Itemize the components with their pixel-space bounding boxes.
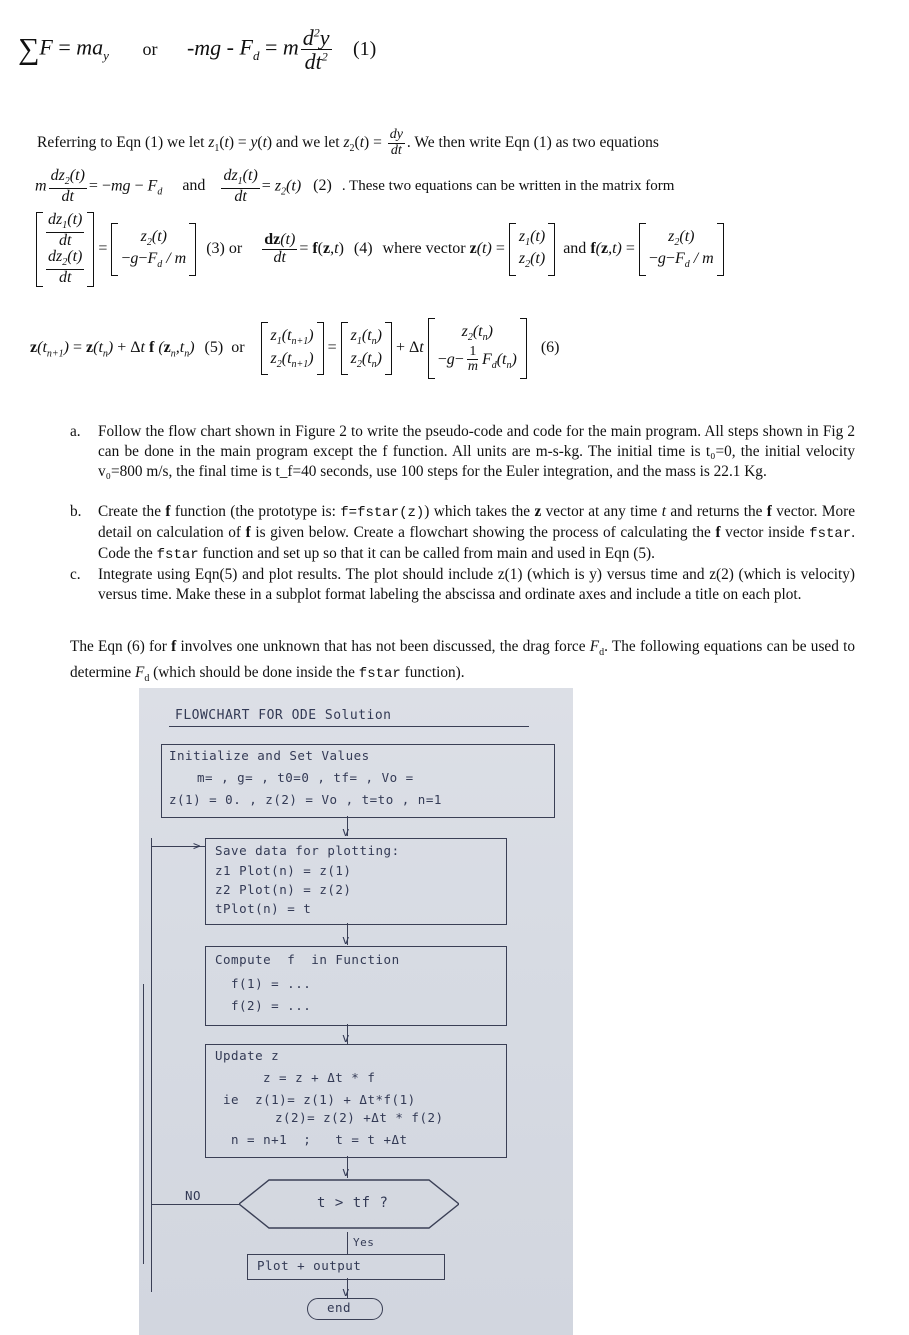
list-item-b [70,502,855,565]
or-word-3: or [231,339,245,357]
text-span: F [589,638,600,655]
save-box-line2: z1 Plot(n) = z(1) [215,863,352,878]
text-span: . The following equations can be used to determine [70,638,855,682]
text-span: d [599,647,605,659]
text-span: (which should be done inside the [149,664,359,682]
eq2-label: (2) [313,177,332,195]
no-label: NO [185,1188,202,1203]
save-box-line3: z2 Plot(n) = z(2) [215,882,352,897]
loop-line-outer [143,984,144,1264]
compute-box-line3: f(2) = ... [231,998,312,1013]
flowchart-title: FLOWCHART FOR ODE Solution [175,708,392,723]
text-span: f [715,524,721,541]
compute-box-line1: Compute f in Function [215,952,400,967]
flowchart-photo [139,688,573,1335]
decision-text: t > tf ? [317,1195,389,1211]
eq1-label: (1) [353,37,377,60]
list-label-b: b. [70,503,82,520]
or-word: or [142,38,158,59]
para1-matrix: . These two equations can be written in the matrix form [341,178,675,195]
list-label-a: a. [70,423,81,440]
text-span: is given below. Create a flowchart showing the process of calculating the [250,524,716,541]
init-box-line3: z(1) = 0. , z(2) = Vo , t=to , n=1 [169,792,442,807]
equation-3-4: $\frac{dz_1(t)}{dt}$ $\frac{dz_2(t)}{dt}$ = $z_2(t)$ $-g-F_d / m$ (3) or $\frac{dz(t)}{dt}$ = f(z,t) (4) where vector z(t) = $z_1(t)$ $z_2(t)$ and f(z,t) = $z_2(t)$ $-g-F_d / m$ [36,212,724,287]
code-span: fstar [358,666,401,683]
text-span: ) which takes the [424,503,535,520]
eq4-label: (4) [353,240,373,258]
para1-start: Referring to Eqn (1) we let [37,133,205,151]
update-box-line4: z(2)= z(2) +Δt * f(2) [275,1110,444,1125]
text-span: f [245,524,251,541]
text-span: z [534,503,542,520]
text-span: F [134,664,145,682]
text-span: function and set up so that it can be called from main and used in Eqn (5). [198,545,655,562]
save-box-line4: tPlot(n) = t [215,901,312,916]
yes-label: Yes [353,1236,375,1249]
arrowhead-1: v [342,824,351,839]
init-box-line1: Initialize and Set Values [169,748,370,763]
text-span: function (the prototype is: [170,503,341,520]
para1-line: Referring to Eqn (1) we let $z_1(t) = y(t)$ and we let $z_2(t)$ = $\frac{dy}{dt}$ . We then write Eqn (1) as two equations [37,127,659,158]
list-label-c: c. [70,566,81,583]
text-span: The Eqn (6) for [70,638,172,655]
text-span: function). [400,664,465,682]
plot-box-text: Plot + output [257,1258,362,1273]
or-word-2: or [228,240,243,258]
title-underline [169,726,529,727]
compute-box-line2: f(1) = ... [231,976,312,991]
para2 [70,637,855,689]
list-item-a [70,422,855,482]
code-span: fstar [156,547,199,563]
text-span: Create the [98,503,166,520]
init-box-line2: m= , g= , t0=0 , tf= , Vo = [197,770,414,785]
update-box-line5: n = n+1 ; t = t +Δt [231,1132,408,1147]
equation-2: m $\frac{dz_2(t)}{dt}$ = $-mg - F_d$ and $\frac{dz_1(t)}{dt}$ = $z_2(t)$ (2) . These two equations can be written in the matrix form [35,167,675,205]
eq6-label: (6) [540,339,560,357]
arrowhead-4: v [342,1164,351,1179]
update-box-line1: Update z [215,1048,280,1063]
text-span: f [766,503,772,520]
save-box-line1: Save data for plotting: [215,843,400,858]
loop-arrowhead: > [193,838,202,853]
loop-line-left [151,838,152,1292]
and-word-2: and [563,240,587,258]
update-box-line3: ie z(1)= z(1) + Δt*f(1) [223,1092,416,1107]
equation-1: $\sum F = ma_y$ or $-mg - F_d = m$ $\frac{d^2y}{dt^2}$ (1) [18,25,377,75]
list-item-c [70,565,855,605]
end-text: end [327,1300,352,1315]
text-span: . Code the [98,524,856,562]
text-span: and returns the [665,503,767,520]
text-span: t [661,503,666,520]
para1-end: We then write Eqn (1) as two equations [414,133,659,151]
code-span: f=fstar(z) [340,505,425,521]
where-text: where vector [382,240,466,258]
text-span: f [171,638,177,655]
arrowhead-3: v [342,1030,351,1045]
equation-5-6: $z(t_{n+1}) = z(t_n) + \Delta t$ f $(z_n,t_n)$ (5) or $z_1(t_{n+1})$ $z_2(t_{n+1})$ = $z_1(t_n)$ $z_2(t_n)$ + Δt $z_2(t_n)$ −g− $\frac{1}{m}$ $F_d(t_n)$ (6) [30,318,559,379]
update-box-line2: z = z + Δt * f [263,1070,376,1085]
text-span: f [165,503,171,520]
text-span: d [144,673,150,685]
text-span: involves one unknown that has not been discussed, the drag force [176,638,590,655]
text-span: vector inside [720,524,810,541]
list-text-a: Follow the flow chart shown in Figure 2 to write the pseudo-code and code for the main program. All steps shown in Fig 2 can be done in the main program except the f function. All units are m-s-kg. The initial time is t₀=0, the initial velocity v₀=800 m/s, the final time is t_f=40 seconds, use 100 steps for the Euler integration, and the mass is 22.1 Kg. [98,423,855,480]
eq3-label: (3) [206,240,225,258]
and-word-1: and [182,177,206,195]
arrowhead-2: v [342,932,351,947]
text-span: vector. More detail on calculation of [98,503,855,541]
arrow-5 [347,1232,348,1254]
text-span: vector at any time [541,503,662,520]
list-text-c: Integrate using Eqn(5) and plot results. The plot should include z(1) (which is y) versus time and z(2) (which is velocity) versus time. Make these in a subplot format labeling the abscissa and ordinate axes and include a title on each plot. [98,566,855,603]
para1-mid: and we let [275,133,340,151]
arrowhead-6: v [342,1284,351,1299]
loop-line-bottom [151,1204,239,1205]
code-span: fstar [809,526,852,542]
eq5-label: (5) [204,339,224,357]
